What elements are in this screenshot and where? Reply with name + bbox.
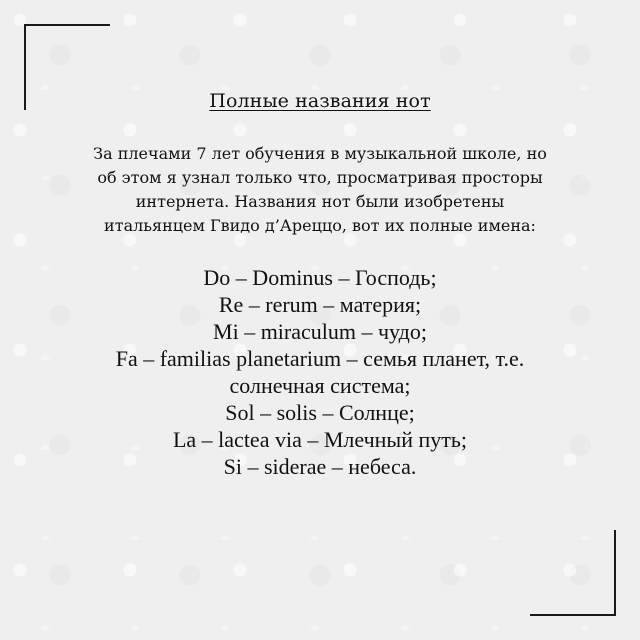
note-line-re: Re – rerum – материя;: [218, 292, 422, 317]
corner-frame-bottom-right: [530, 530, 616, 616]
note-names-list: [30, 264, 610, 480]
note-line-fa: Fa – familias planetarium – семья планет, т.е.: [115, 346, 525, 371]
intro-paragraph: [40, 142, 600, 238]
intro-line: об этом я узнал только что, просматривая просторы: [97, 168, 543, 187]
note-line-mi: Mi – miraculum – чудо;: [213, 319, 427, 344]
note-line-sol: Sol – solis – Солнце;: [225, 400, 415, 425]
intro-line: За плечами 7 лет обучения в музыкальной школе, но: [93, 144, 547, 163]
post-content: [30, 90, 610, 480]
post-title: Полные названия нот: [209, 90, 431, 112]
note-line-do: Do – Dominus – Господь;: [203, 265, 437, 290]
note-line-la: La – lactea via – Млечный путь;: [172, 427, 468, 452]
note-line-si: Si – siderae – небеса.: [223, 454, 417, 479]
note-line-fa-continued: солнечная система;: [229, 373, 411, 398]
intro-line: интернета. Названия нот были изобретены: [135, 192, 505, 211]
intro-line: итальянцем Гвидо д’Ареццо, вот их полные имена:: [104, 216, 536, 235]
